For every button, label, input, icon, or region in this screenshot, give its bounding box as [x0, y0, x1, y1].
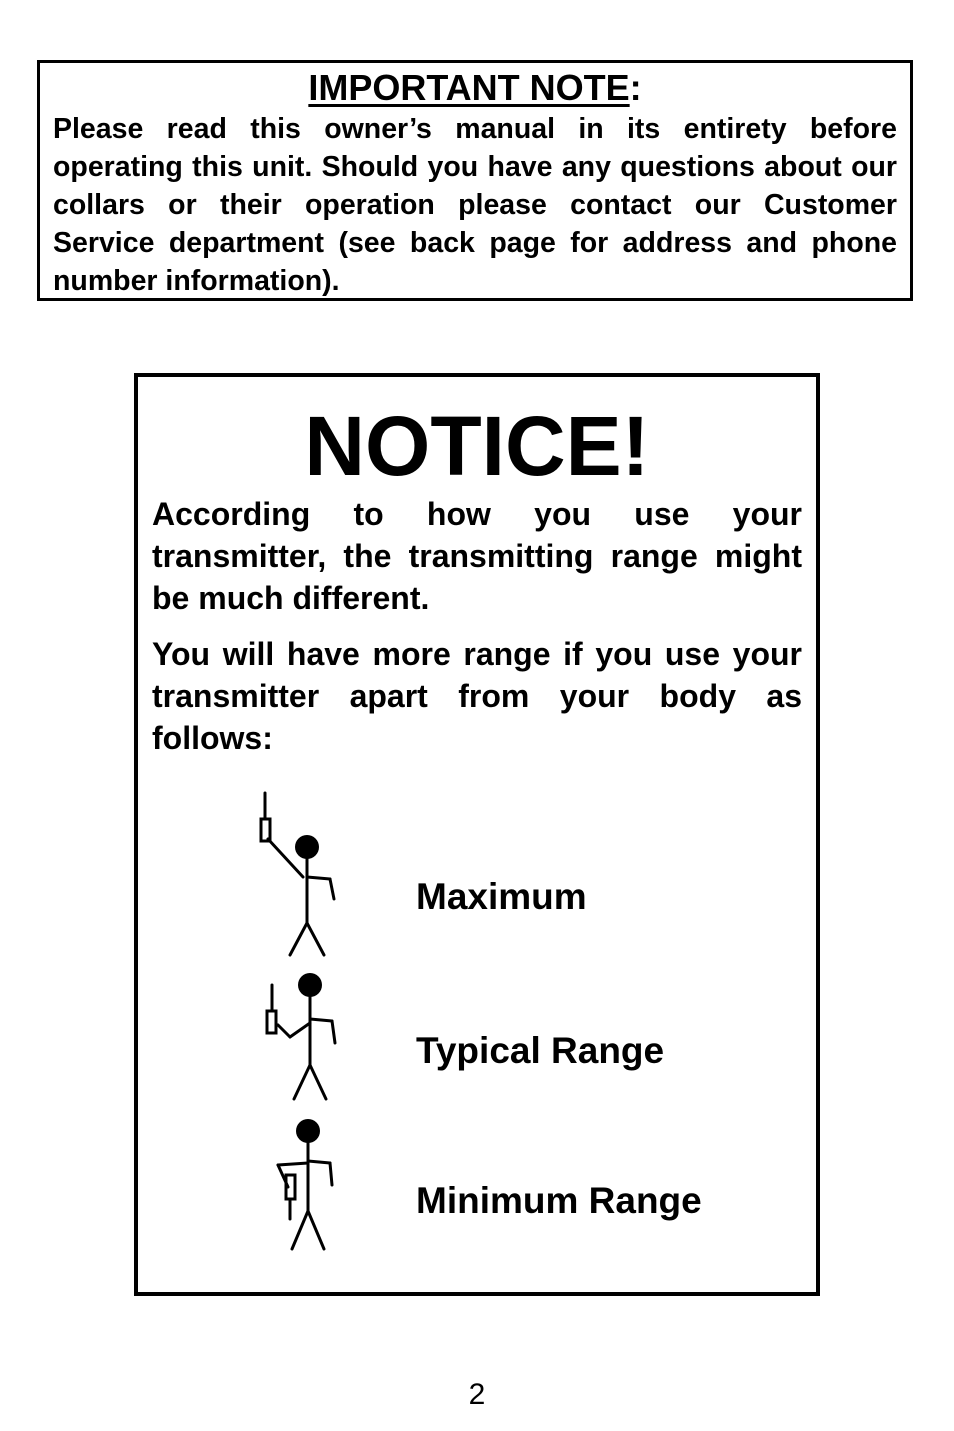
range-label-maximum: Maximum: [416, 876, 587, 917]
range-label-minimum: Minimum Range: [416, 1180, 702, 1221]
notice-box: [134, 373, 820, 1296]
important-note-box: [37, 60, 913, 301]
important-note-title: IMPORTANT NOTE: [308, 67, 630, 108]
stick-figure-transmitter-waist-icon: [248, 1115, 348, 1253]
notice-title: NOTICE!: [304, 399, 650, 493]
notice-paragraph-range-variation: According to how you use your transmitter, the transmitting range might be much different.: [152, 496, 802, 616]
page-number: 2: [468, 1378, 486, 1411]
notice-paragraph-more-range: You will have more range if you use your transmitter apart from your body as follows:: [152, 636, 802, 756]
range-label-typical: Typical Range: [416, 1030, 665, 1071]
important-note-heading: [53, 67, 897, 109]
stick-figure-transmitter-raised-icon: [248, 789, 348, 961]
stick-figure-transmitter-shoulder-icon: [248, 971, 348, 1103]
important-note-title-colon: :: [629, 67, 642, 108]
important-note-body: Please read this owner’s manual in its entirety before operating this unit. Should you have any questions about our collars or their operation please contact our Customer Service department (see back page for address and phone number information).: [53, 113, 897, 297]
